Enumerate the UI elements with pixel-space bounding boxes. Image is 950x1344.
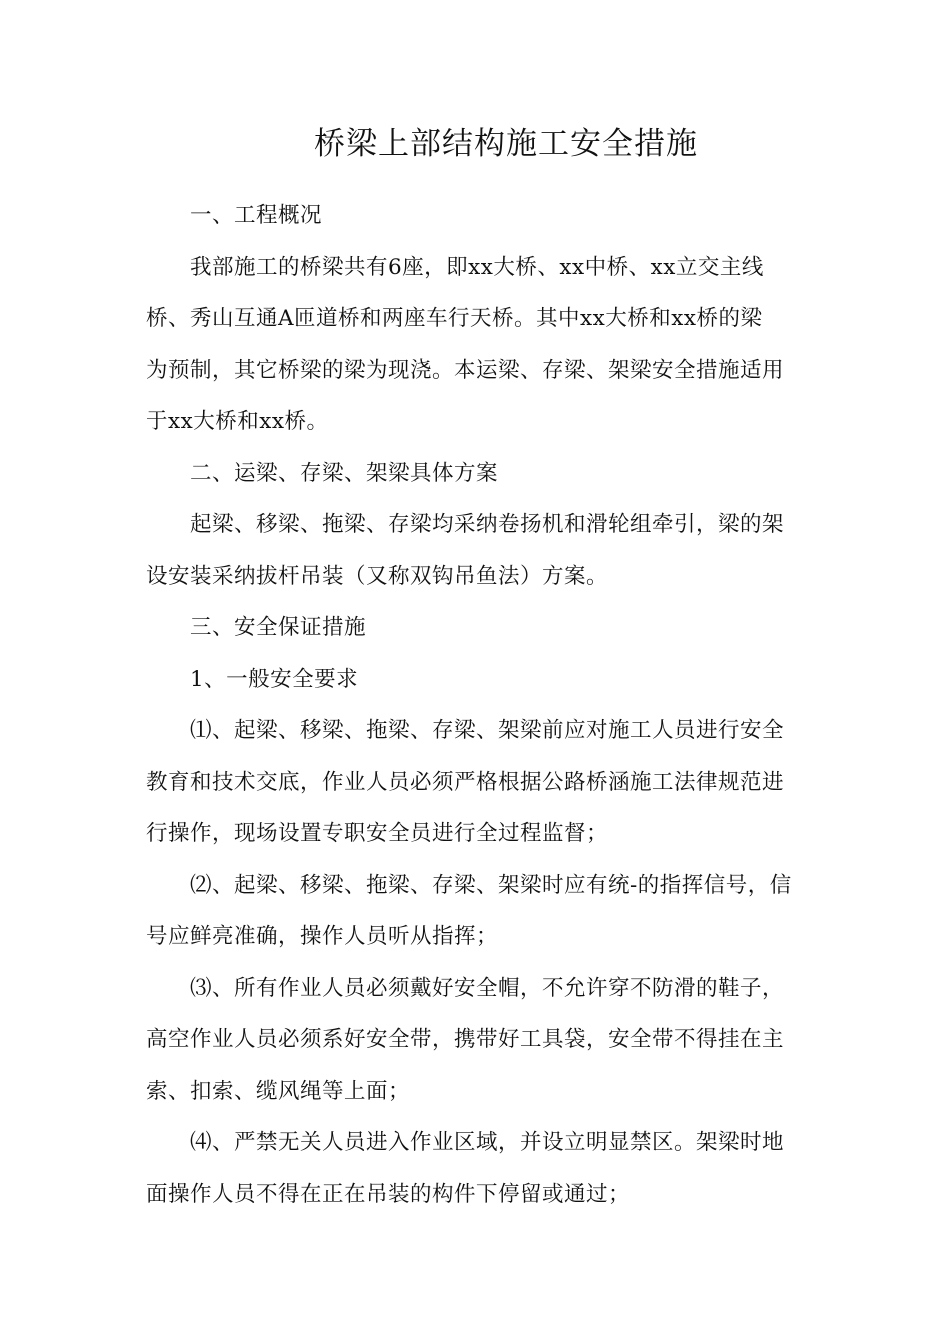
list-item-line: 号应鲜亮准确，操作人员听从指挥； bbox=[146, 924, 499, 949]
paragraph-line: 我部施工的桥梁共有6座，即xx大桥、xx中桥、xx立交主线 bbox=[190, 254, 764, 280]
paragraph-line: 于xx大桥和xx桥。 bbox=[146, 409, 329, 434]
document-body bbox=[146, 194, 806, 1224]
document-title: 桥梁上部结构施工安全措施 bbox=[314, 126, 698, 162]
list-item-line: 行操作，现场设置专职安全员进行全过程监督； bbox=[146, 821, 609, 846]
paragraph-line: 起梁、移梁、拖梁、存梁均采纳卷扬机和滑轮组牵引，梁的架 bbox=[190, 512, 785, 537]
list-item-line: 高空作业人员必须系好安全带，携带好工具袋，安全带不得挂在主 bbox=[146, 1027, 785, 1052]
list-item-line: ⑵、起梁、移梁、拖梁、存梁、架梁时应有统-的指挥信号，信 bbox=[190, 872, 792, 898]
list-item-line: ⑶、所有作业人员必须戴好安全帽，不允许穿不防滑的鞋子， bbox=[190, 975, 785, 1001]
list-item-line: ⑷、严禁无关人员进入作业区域，并设立明显禁区。架梁时地 bbox=[190, 1130, 785, 1155]
list-item-line: 面操作人员不得在正在吊装的构件下停留或通过； bbox=[146, 1181, 631, 1207]
subsection-heading: 1、一般安全要求 bbox=[190, 666, 359, 692]
list-item-line: ⑴、起梁、移梁、拖梁、存梁、架梁前应对施工人员进行安全 bbox=[190, 718, 785, 743]
list-item-line: 教育和技术交底，作业人员必须严格根据公路桥涵施工法律规范进 bbox=[146, 769, 785, 795]
section-heading-overview: 一、工程概况 bbox=[190, 203, 323, 228]
list-item-line: 索、扣索、缆风绳等上面； bbox=[146, 1078, 411, 1104]
section-heading-safety: 三、安全保证措施 bbox=[190, 615, 367, 640]
paragraph-line: 为预制，其它桥梁的梁为现浇。本运梁、存梁、架梁安全措施适用 bbox=[146, 357, 785, 383]
section-heading-plan: 二、运梁、存梁、架梁具体方案 bbox=[190, 460, 499, 486]
paragraph-line: 设安装采纳拔杆吊装（又称双钩吊鱼法）方案。 bbox=[146, 563, 609, 589]
paragraph-line: 桥、秀山互通A匝道桥和两座车行天桥。其中xx大桥和xx桥的梁 bbox=[146, 306, 763, 331]
